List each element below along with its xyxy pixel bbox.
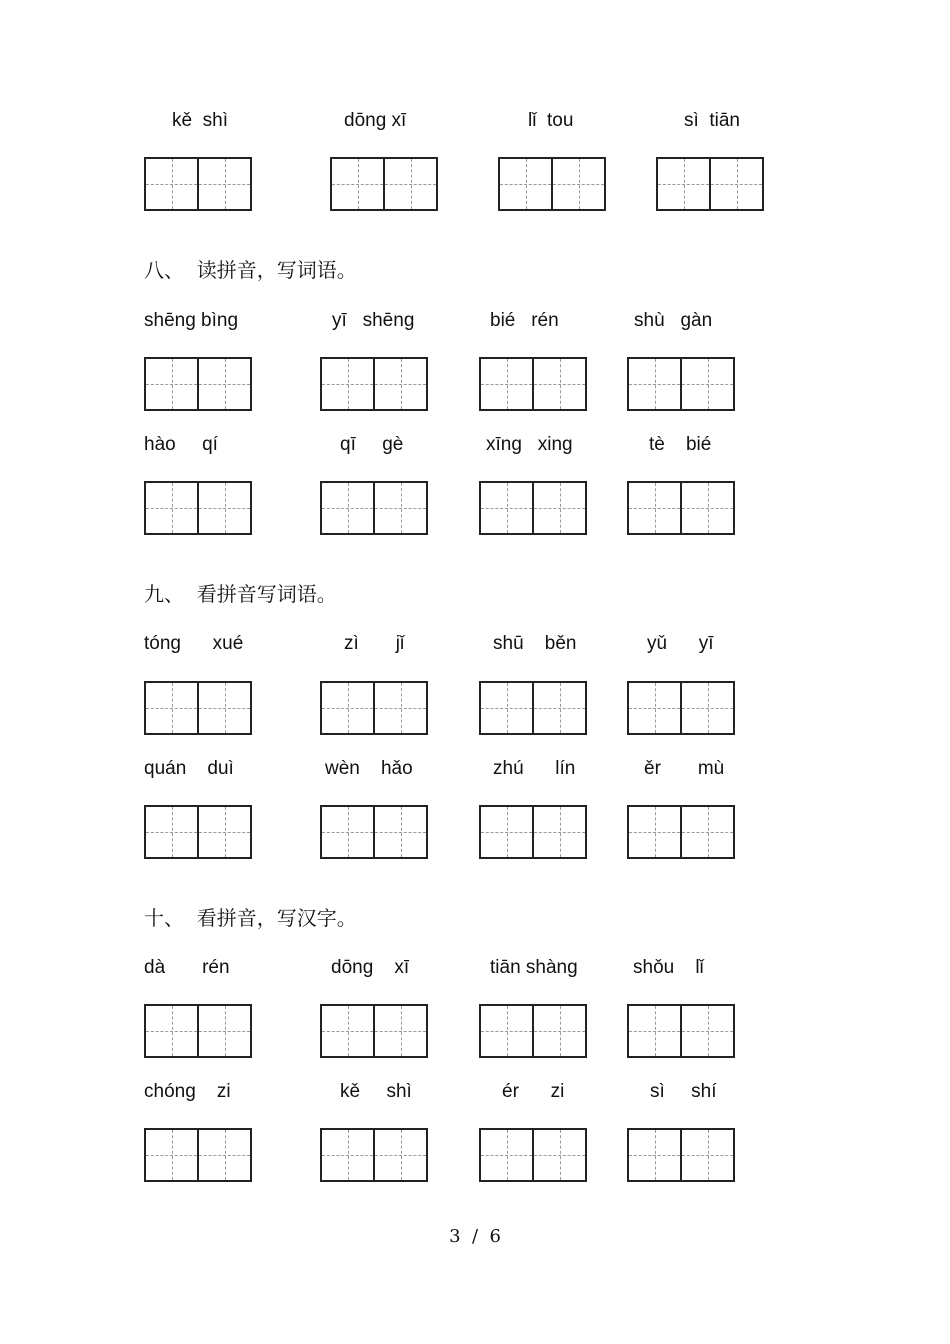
writing-grid[interactable] [627,805,735,859]
writing-cell[interactable] [373,1006,426,1056]
writing-cell[interactable] [629,807,680,857]
writing-cell[interactable] [146,359,197,409]
writing-grid[interactable] [627,1004,735,1058]
writing-cell[interactable] [146,483,197,533]
writing-cell[interactable] [481,1006,532,1056]
writing-cell[interactable] [629,1006,680,1056]
pinyin-label: zhú lín [493,758,576,779]
writing-cell[interactable] [197,683,250,733]
writing-grid[interactable] [627,681,735,735]
writing-cell[interactable] [629,1130,680,1180]
writing-grid[interactable] [144,481,252,535]
writing-cell[interactable] [532,483,585,533]
writing-cell[interactable] [322,1130,373,1180]
page-number: 3 / 6 [449,1226,501,1247]
writing-cell[interactable] [322,359,373,409]
writing-grid[interactable] [144,157,252,211]
pinyin-label: hào qí [144,434,218,455]
pinyin-label: yǔ yī [647,633,714,654]
writing-cell[interactable] [500,159,551,209]
writing-cell[interactable] [197,1130,250,1180]
writing-cell[interactable] [146,683,197,733]
pinyin-label: lǐ tou [528,110,574,131]
writing-cell[interactable] [146,1006,197,1056]
writing-grid[interactable] [144,357,252,411]
writing-grid[interactable] [144,681,252,735]
pinyin-label: shū běn [493,633,577,654]
writing-cell[interactable] [373,807,426,857]
writing-cell[interactable] [146,807,197,857]
pinyin-label: yī shēng [332,310,415,331]
pinyin-label: xīng xing [486,434,573,455]
writing-cell[interactable] [481,483,532,533]
section-heading: 八、 读拼音，写词语。 [144,258,357,282]
pinyin-label: dōng xī [331,957,410,978]
pinyin-label: bié rén [490,310,559,331]
writing-grid[interactable] [627,481,735,535]
writing-grid[interactable] [498,157,606,211]
writing-cell[interactable] [532,1006,585,1056]
pinyin-label: sì shí [650,1081,717,1102]
writing-cell[interactable] [532,359,585,409]
writing-cell[interactable] [481,359,532,409]
writing-cell[interactable] [481,683,532,733]
writing-cell[interactable] [629,359,680,409]
writing-grid[interactable] [144,1004,252,1058]
writing-cell[interactable] [680,483,733,533]
writing-cell[interactable] [197,1006,250,1056]
writing-cell[interactable] [680,683,733,733]
writing-grid[interactable] [320,357,428,411]
pinyin-label: zì jǐ [344,633,405,654]
writing-cell[interactable] [373,483,426,533]
writing-cell[interactable] [332,159,383,209]
pinyin-label: wèn hǎo [325,758,413,779]
writing-cell[interactable] [197,159,250,209]
writing-cell[interactable] [481,807,532,857]
writing-grid[interactable] [479,1004,587,1058]
writing-grid[interactable] [330,157,438,211]
writing-cell[interactable] [532,807,585,857]
pinyin-label: ěr mù [644,758,725,779]
writing-cell[interactable] [146,159,197,209]
writing-cell[interactable] [373,359,426,409]
pinyin-label: tè bié [649,434,712,455]
writing-cell[interactable] [680,1130,733,1180]
writing-cell[interactable] [146,1130,197,1180]
writing-cell[interactable] [551,159,604,209]
writing-cell[interactable] [629,683,680,733]
pinyin-label: shēng bìng [144,310,239,331]
writing-grid[interactable] [320,805,428,859]
writing-grid[interactable] [656,157,764,211]
writing-cell[interactable] [197,359,250,409]
writing-cell[interactable] [322,807,373,857]
writing-cell[interactable] [532,1130,585,1180]
writing-grid[interactable] [627,1128,735,1182]
writing-cell[interactable] [197,807,250,857]
writing-cell[interactable] [481,1130,532,1180]
section-heading: 九、 看拼音写词语。 [144,582,337,606]
writing-grid[interactable] [320,481,428,535]
writing-cell[interactable] [709,159,762,209]
writing-grid[interactable] [320,1128,428,1182]
writing-grid[interactable] [479,681,587,735]
writing-grid[interactable] [144,1128,252,1182]
pinyin-label: kě shì [172,110,228,131]
pinyin-label: dōng xī [344,110,407,131]
writing-cell[interactable] [680,1006,733,1056]
writing-cell[interactable] [680,807,733,857]
pinyin-label: ér zi [502,1081,565,1102]
section-heading: 十、 看拼音，写汉字。 [144,906,357,930]
pinyin-label: dà rén [144,957,230,978]
pinyin-label: tóng xué [144,633,244,654]
writing-cell[interactable] [322,683,373,733]
writing-cell[interactable] [629,483,680,533]
pinyin-label: sì tiān [684,110,740,131]
writing-cell[interactable] [197,483,250,533]
writing-cell[interactable] [373,1130,426,1180]
writing-cell[interactable] [383,159,436,209]
writing-grid[interactable] [479,805,587,859]
pinyin-label: chóng zi [144,1081,231,1102]
writing-cell[interactable] [658,159,709,209]
writing-grid[interactable] [144,805,252,859]
writing-grid[interactable] [479,481,587,535]
writing-cell[interactable] [322,483,373,533]
pinyin-label: quán duì [144,758,234,779]
writing-cell[interactable] [532,683,585,733]
pinyin-label: kě shì [340,1081,412,1102]
writing-cell[interactable] [680,359,733,409]
writing-grid[interactable] [479,357,587,411]
pinyin-label: shǒu lǐ [633,957,704,978]
pinyin-label: tiān shàng [490,957,578,978]
pinyin-label: shù gàn [634,310,713,331]
writing-cell[interactable] [373,683,426,733]
writing-grid[interactable] [479,1128,587,1182]
writing-grid[interactable] [627,357,735,411]
writing-grid[interactable] [320,681,428,735]
writing-grid[interactable] [320,1004,428,1058]
writing-cell[interactable] [322,1006,373,1056]
pinyin-label: qī gè [340,434,404,455]
